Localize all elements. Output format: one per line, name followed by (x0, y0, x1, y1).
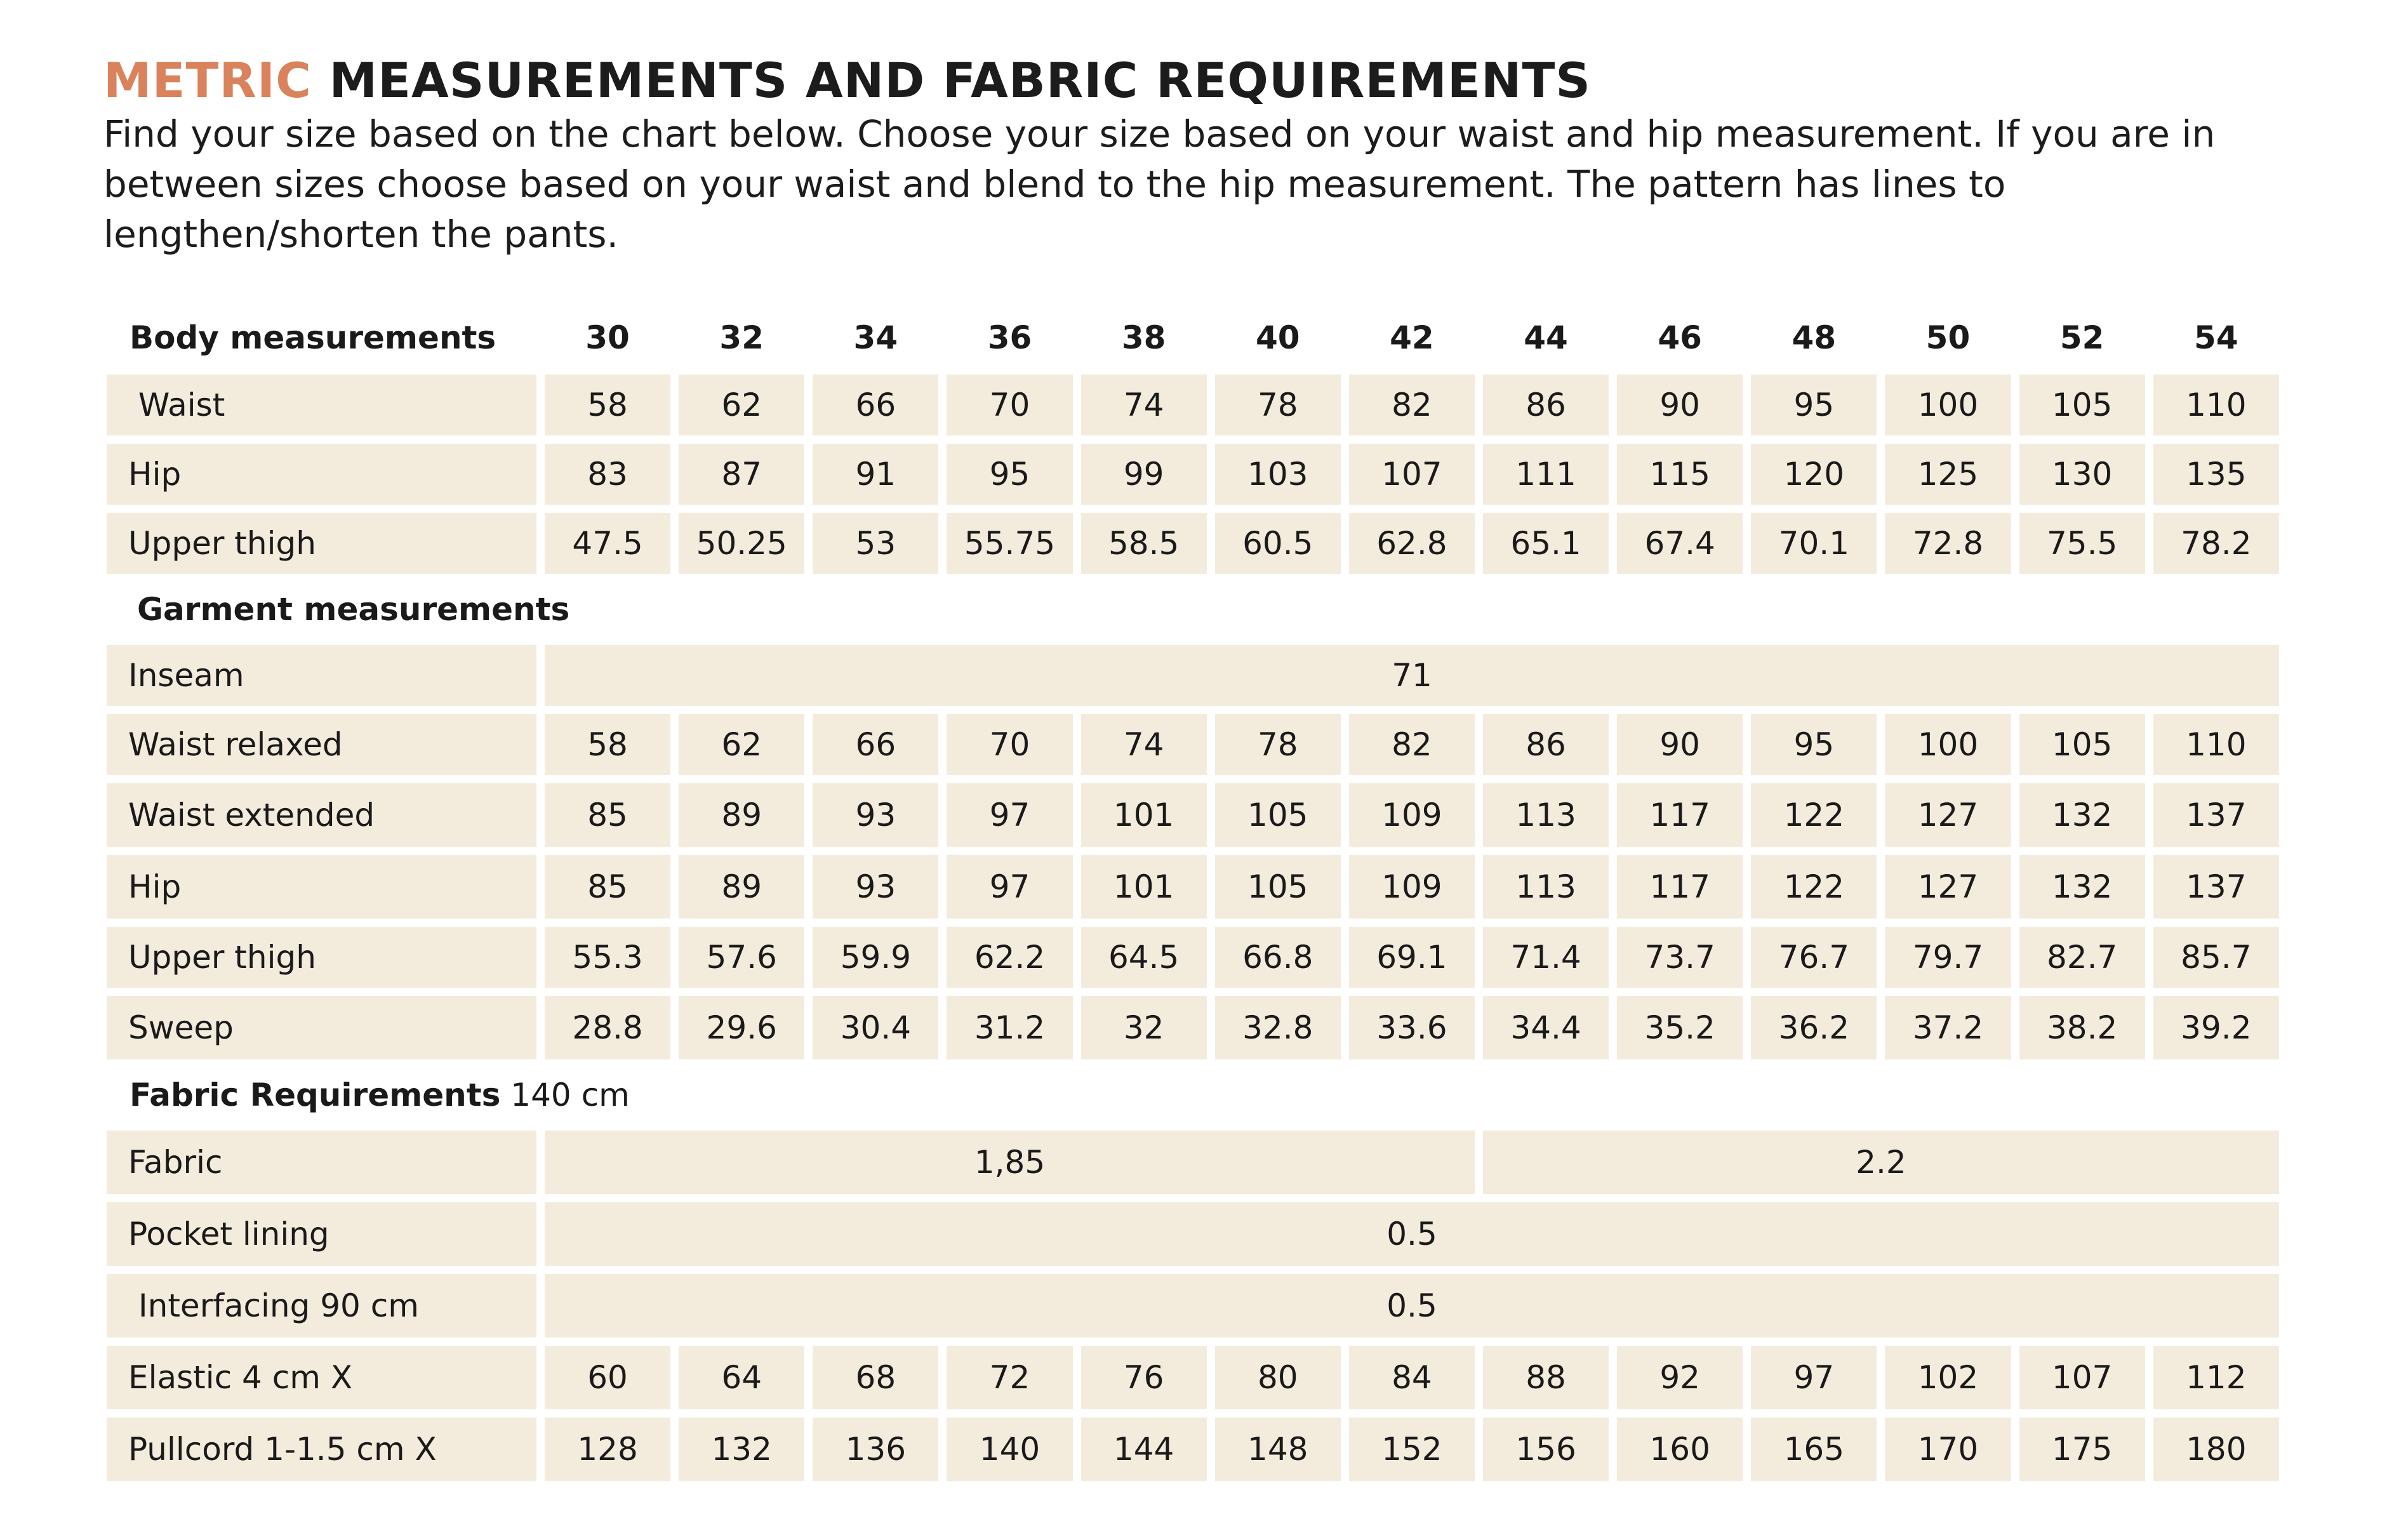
table-cell: 102 (1885, 1346, 2011, 1409)
table-cell: 130 (2019, 444, 2145, 505)
table-cell: 87 (679, 444, 804, 505)
table-cell: 82 (1349, 714, 1475, 775)
table-cell: 80 (1215, 1346, 1341, 1409)
table-cell: 148 (1215, 1417, 1341, 1481)
table-cell: 38.2 (2019, 996, 2145, 1059)
table-cell: 78 (1215, 714, 1341, 775)
table-cell: 50.25 (679, 513, 804, 574)
garment-measurements-heading: Garment measurements (137, 591, 570, 628)
row-label: Upper thigh (107, 513, 536, 574)
table-cell: 85.7 (2153, 927, 2279, 988)
row-label: Fabric (107, 1131, 536, 1194)
fabric-requirements-heading (107, 1068, 2279, 1122)
table-cell: 60 (545, 1346, 670, 1409)
table-cell: 95 (947, 444, 1072, 505)
row-label: Pocket lining (107, 1202, 536, 1266)
table-row (107, 375, 2279, 435)
table-cell: 136 (813, 1417, 938, 1481)
inseam-value: 71 (545, 645, 2279, 706)
table-cell: 100 (1885, 375, 2011, 435)
table-cell: 85 (545, 783, 670, 847)
size-header-cell: 40 (1255, 319, 1300, 356)
table-cell: 105 (1215, 855, 1341, 919)
table-cell: 53 (813, 513, 938, 574)
page-title (103, 52, 1591, 109)
table-cell: 65.1 (1483, 513, 1609, 574)
table-cell: 78 (1215, 375, 1341, 435)
table-cell: 95 (1751, 714, 1877, 775)
table-cell: 32 (1081, 996, 1207, 1059)
table-cell: 180 (2153, 1417, 2279, 1481)
table-row (107, 1346, 2279, 1409)
size-header-cell: 52 (2059, 319, 2104, 356)
table-cell: 137 (2153, 855, 2279, 919)
table-cell: 92 (1617, 1346, 1743, 1409)
table-cell: 69.1 (1349, 927, 1475, 988)
table-cell: 86 (1483, 375, 1609, 435)
table-cell: 62.2 (947, 927, 1072, 988)
table-row (107, 1202, 2279, 1266)
table-cell: 103 (1215, 444, 1341, 505)
table-cell: 58 (545, 714, 670, 775)
table-cell: 71.4 (1483, 927, 1609, 988)
table-cell: 135 (2153, 444, 2279, 505)
table-row (107, 645, 2279, 706)
table-cell: 101 (1081, 855, 1207, 919)
size-header-cell: 50 (1925, 319, 1971, 356)
table-cell: 95 (1751, 375, 1877, 435)
table-cell: 67.4 (1617, 513, 1743, 574)
table-cell: 70 (947, 714, 1072, 775)
table-cell: 107 (2019, 1346, 2145, 1409)
fabric-value-large-sizes: 2.2 (1483, 1131, 2279, 1194)
row-label: Waist (107, 375, 536, 435)
table-cell: 122 (1751, 783, 1877, 847)
size-chart-table (98, 301, 2287, 1489)
pocket-lining-value: 0.5 (545, 1202, 2279, 1266)
table-row (107, 1131, 2279, 1194)
row-label: Pullcord 1-1.5 cm X (107, 1417, 536, 1481)
table-row (107, 783, 2279, 847)
table-cell: 170 (1885, 1417, 2011, 1481)
size-header-cell: 34 (853, 319, 898, 356)
table-cell: 34.4 (1483, 996, 1609, 1059)
table-cell: 100 (1885, 714, 2011, 775)
table-cell: 127 (1885, 855, 2011, 919)
fabric-heading-width: 140 cm (500, 1077, 630, 1113)
table-cell: 117 (1617, 783, 1743, 847)
table-cell: 35.2 (1617, 996, 1743, 1059)
table-cell: 68 (813, 1346, 938, 1409)
row-label: Waist relaxed (107, 714, 536, 775)
table-cell: 79.7 (1885, 927, 2011, 988)
table-row (107, 855, 2279, 919)
title-rest: MEASUREMENTS AND FABRIC REQUIREMENTS (329, 52, 1592, 109)
size-header-cell: 46 (1658, 319, 1702, 356)
table-cell: 90 (1617, 714, 1743, 775)
table-cell: 90 (1617, 375, 1743, 435)
table-cell: 89 (679, 855, 804, 919)
table-cell: 85 (545, 855, 670, 919)
table-cell: 33.6 (1349, 996, 1475, 1059)
table-cell: 82.7 (2019, 927, 2145, 988)
table-cell: 62 (679, 375, 804, 435)
title-accent: METRIC (103, 52, 312, 109)
table-cell: 93 (813, 783, 938, 847)
table-cell: 110 (2153, 714, 2279, 775)
size-header-cell: 36 (987, 319, 1032, 356)
table-cell: 113 (1483, 855, 1609, 919)
table-cell: 86 (1483, 714, 1609, 775)
table-cell: 111 (1483, 444, 1609, 505)
table-cell: 132 (2019, 855, 2145, 919)
fabric-heading-label: Fabric Requirements (130, 1077, 501, 1113)
size-header-cell: 54 (2194, 319, 2238, 356)
table-cell: 66 (813, 375, 938, 435)
table-cell: 91 (813, 444, 938, 505)
table-cell: 109 (1349, 783, 1475, 847)
size-header-cell: 30 (585, 319, 630, 356)
table-cell: 109 (1349, 855, 1475, 919)
garment-section-row (107, 582, 2279, 637)
table-cell: 39.2 (2153, 996, 2279, 1059)
table-cell: 89 (679, 783, 804, 847)
table-cell: 156 (1483, 1417, 1609, 1481)
table-cell: 115 (1617, 444, 1743, 505)
table-row (107, 1274, 2279, 1338)
table-cell: 105 (1215, 783, 1341, 847)
table-row (107, 513, 2279, 574)
row-label: Inseam (107, 645, 536, 706)
row-label: Hip (107, 855, 536, 919)
table-cell: 175 (2019, 1417, 2145, 1481)
size-header-cell: 48 (1792, 319, 1837, 356)
table-cell: 105 (2019, 375, 2145, 435)
table-cell: 72.8 (1885, 513, 2011, 574)
size-header-cell: 38 (1121, 319, 1166, 356)
table-cell: 83 (545, 444, 670, 505)
table-cell: 74 (1081, 714, 1207, 775)
table-cell: 152 (1349, 1417, 1475, 1481)
table-cell: 88 (1483, 1346, 1609, 1409)
table-cell: 99 (1081, 444, 1207, 505)
table-cell: 128 (545, 1417, 670, 1481)
table-cell: 70.1 (1751, 513, 1877, 574)
table-cell: 137 (2153, 783, 2279, 847)
table-cell: 58.5 (1081, 513, 1207, 574)
table-cell: 58 (545, 375, 670, 435)
table-cell: 64.5 (1081, 927, 1207, 988)
table-cell: 36.2 (1751, 996, 1877, 1059)
table-cell: 72 (947, 1346, 1072, 1409)
table-row (107, 714, 2279, 775)
table-cell: 55.75 (947, 513, 1072, 574)
table-cell: 73.7 (1617, 927, 1743, 988)
row-label: Elastic 4 cm X (107, 1346, 536, 1409)
table-cell: 37.2 (1885, 996, 2011, 1059)
table-cell: 105 (2019, 714, 2145, 775)
table-cell: 101 (1081, 783, 1207, 847)
table-cell: 76 (1081, 1346, 1207, 1409)
table-cell: 31.2 (947, 996, 1072, 1059)
table-cell: 66 (813, 714, 938, 775)
size-header-cell: 32 (719, 319, 764, 356)
table-cell: 62.8 (1349, 513, 1475, 574)
table-cell: 97 (947, 855, 1072, 919)
table-cell: 30.4 (813, 996, 938, 1059)
table-cell: 55.3 (545, 927, 670, 988)
table-cell: 110 (2153, 375, 2279, 435)
table-cell: 125 (1885, 444, 2011, 505)
row-label: Interfacing 90 cm (107, 1274, 536, 1338)
table-cell: 59.9 (813, 927, 938, 988)
table-cell: 66.8 (1215, 927, 1341, 988)
fabric-section-row (107, 1068, 2279, 1122)
table-row (107, 444, 2279, 505)
table-cell: 112 (2153, 1346, 2279, 1409)
table-cell: 117 (1617, 855, 1743, 919)
body-measurements-heading: Body measurements (130, 319, 496, 356)
table-cell: 32.8 (1215, 996, 1341, 1059)
size-header-cell: 44 (1524, 319, 1568, 356)
row-label: Upper thigh (107, 927, 536, 988)
size-header-cell: 42 (1390, 319, 1434, 356)
table-cell: 127 (1885, 783, 2011, 847)
table-row (107, 996, 2279, 1059)
table-row (107, 1417, 2279, 1481)
table-cell: 93 (813, 855, 938, 919)
table-cell: 57.6 (679, 927, 804, 988)
table-cell: 132 (679, 1417, 804, 1481)
table-cell: 165 (1751, 1417, 1877, 1481)
table-cell: 160 (1617, 1417, 1743, 1481)
table-cell: 60.5 (1215, 513, 1341, 574)
interfacing-value: 0.5 (545, 1274, 2279, 1338)
table-row (107, 927, 2279, 988)
fabric-value-small-sizes: 1,85 (545, 1131, 1475, 1194)
table-cell: 28.8 (545, 996, 670, 1059)
size-header-row (107, 309, 2279, 366)
table-cell: 120 (1751, 444, 1877, 505)
table-cell: 97 (1751, 1346, 1877, 1409)
table-cell: 76.7 (1751, 927, 1877, 988)
table-cell: 144 (1081, 1417, 1207, 1481)
table-cell: 82 (1349, 375, 1475, 435)
table-cell: 29.6 (679, 996, 804, 1059)
row-label: Waist extended (107, 783, 536, 847)
table-cell: 84 (1349, 1346, 1475, 1409)
table-cell: 140 (947, 1417, 1072, 1481)
table-cell: 132 (2019, 783, 2145, 847)
table-cell: 113 (1483, 783, 1609, 847)
table-cell: 107 (1349, 444, 1475, 505)
table-cell: 62 (679, 714, 804, 775)
row-label: Hip (107, 444, 536, 505)
table-cell: 75.5 (2019, 513, 2145, 574)
table-cell: 47.5 (545, 513, 670, 574)
table-cell: 64 (679, 1346, 804, 1409)
table-cell: 78.2 (2153, 513, 2279, 574)
row-label: Sweep (107, 996, 536, 1059)
intro-paragraph: Find your size based on the chart below. Choose your size based on your waist and hip measurement. If you are in between sizes choose based on your waist and blend to the hip measurement. The pattern has lines to lengthen/shorten the pants. (103, 112, 2216, 256)
table-cell: 97 (947, 783, 1072, 847)
table-cell: 74 (1081, 375, 1207, 435)
table-cell: 122 (1751, 855, 1877, 919)
table-cell: 70 (947, 375, 1072, 435)
